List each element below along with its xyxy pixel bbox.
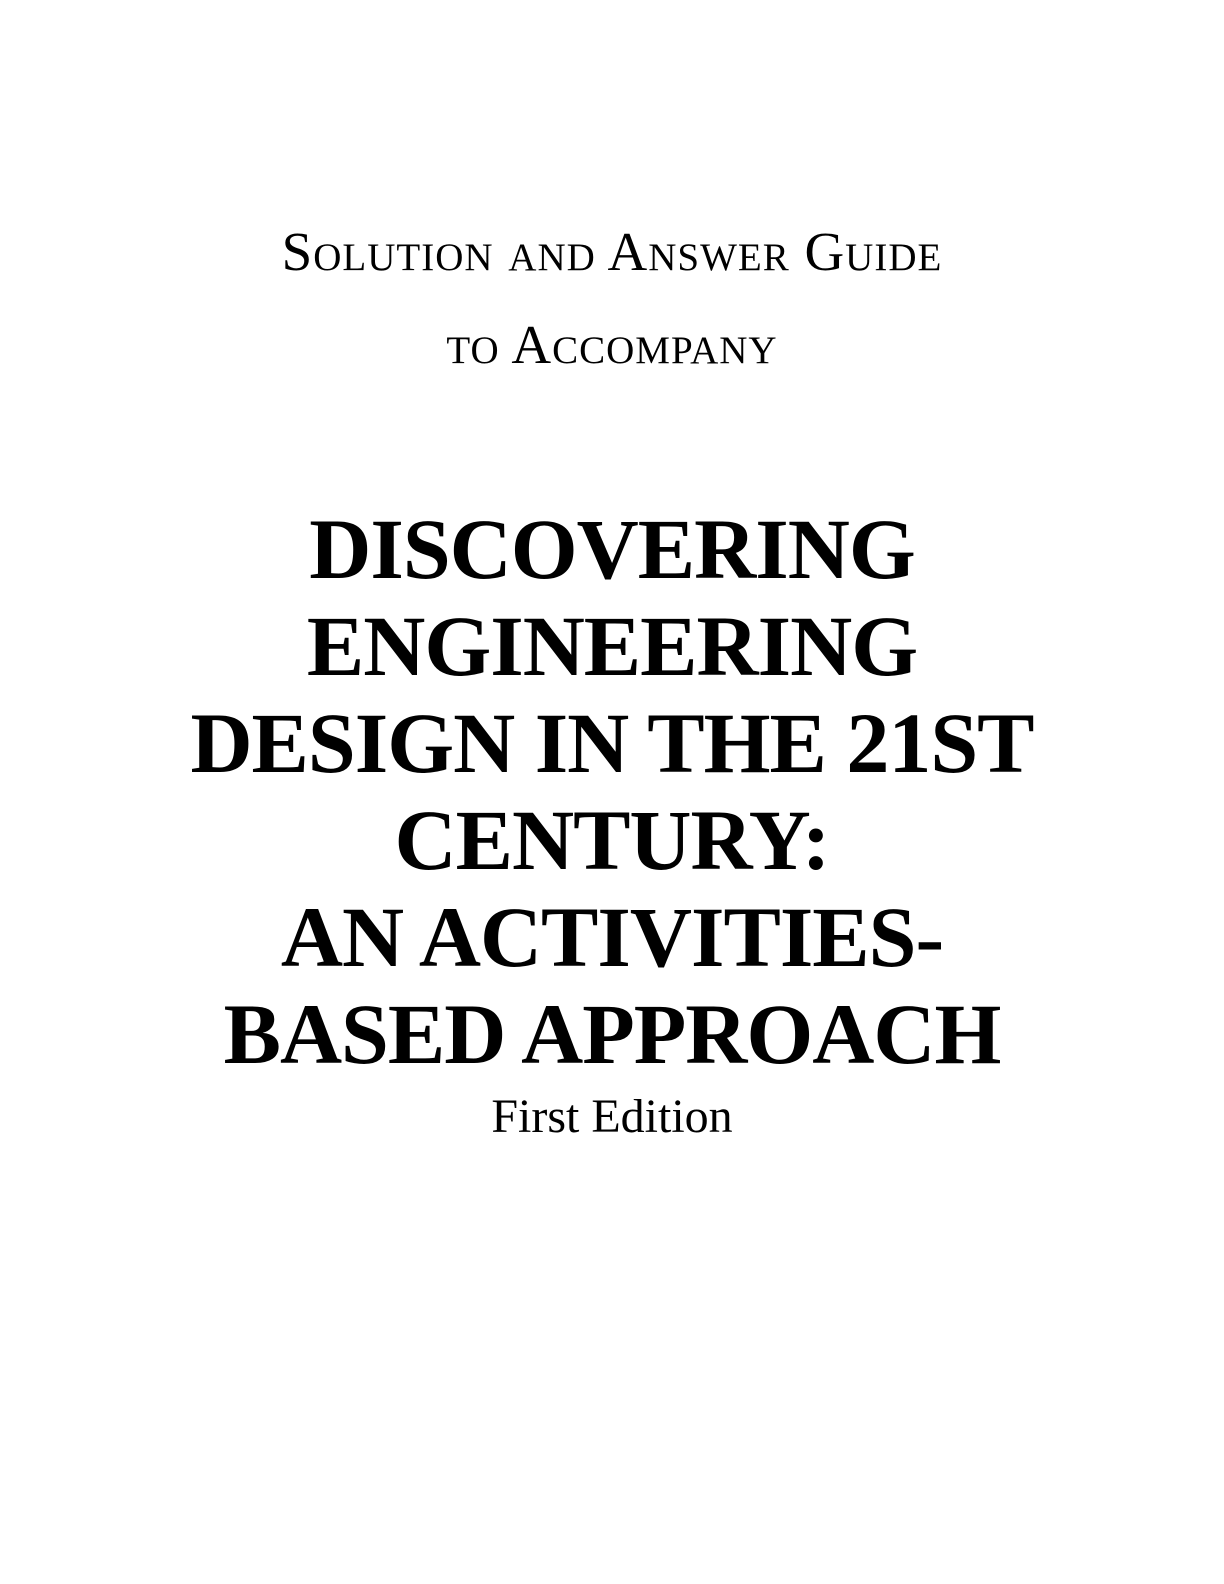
book-title-line-5: AN ACTIVITIES- [280,889,944,985]
book-title-line-2: ENGINEERING [306,598,918,694]
book-title-line-4: CENTURY: [394,792,830,888]
book-title [0,501,1224,1083]
edition-label: First Edition [491,1090,733,1143]
book-title-line-3: DESIGN IN THE 21ST [190,695,1034,791]
guide-subtitle-line-2: to Accompany [446,314,778,375]
guide-subtitle-line-1: Solution and Answer Guide [281,221,943,282]
book-title-line-6: BASED APPROACH [223,986,1001,1082]
book-title-line-1: DISCOVERING [309,501,915,597]
